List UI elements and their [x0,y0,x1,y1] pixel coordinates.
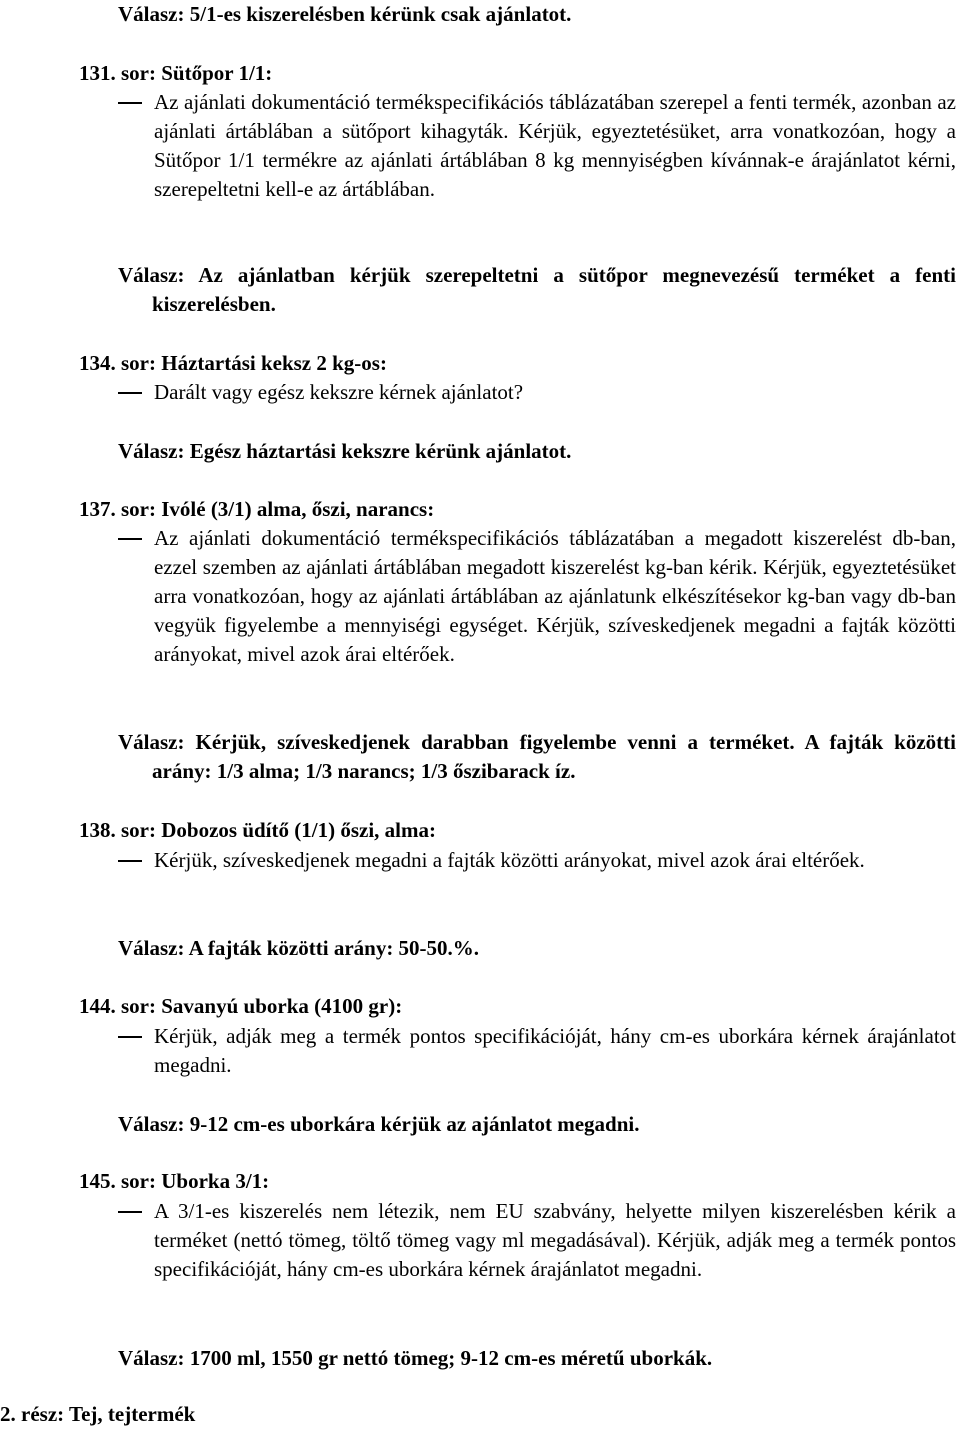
item-heading-145: 145. sor: Uborka 3/1: [79,1169,270,1193]
question-144 [118,1022,956,1080]
question-text-138: Kérjük, szíveskedjenek megadni a fajták közötti arányokat, mivel azok árai eltérőek. [154,848,865,872]
question-text-134: Darált vagy egész kekszre kérnek ajánlatot? [154,380,524,404]
question-145 [118,1197,956,1284]
question-text-131: Az ajánlati dokumentáció termékspecifikációs táblázatában szerepel a fenti termék, azonban az ajánlati ártáblában a sütőport kihagyták. Kérjük, egyeztetésüket, arra vonatkozóan, hogy a Sütőpor 1/1 termékre az ajánlati ártáblában 8 kg mennyiségben kívánnak-e árajánlatot kérni, szerepeltetni kell-e az ártáblában. [154,90,956,201]
question-text-137: Az ajánlati dokumentáció termékspecifikációs táblázatában a megadott kiszerelést db-ban, ezzel szemben az ajánlati ártáblában megadott kiszerelést kg-ban kérik. Kérjük, egyeztetésüket arra vonatkozóan, hogy az ajánlati ártáblában az ajánlatunk elkészítésekor kg-ban vagy db-ban vegyük figyelembe a mennyiségi egységet. Kérjük, szíveskedjenek megadni a fajták közötti arányokat, mivel azok árai eltérőek. [154,526,956,666]
question-131 [118,88,956,204]
dash-bullet [118,392,142,394]
question-text-144: Kérjük, adják meg a termék pontos specifikációját, hány cm-es uborkára kérnek árajánlatot megadni. [154,1024,956,1077]
question-text-145: A 3/1-es kiszerelés nem létezik, nem EU szabvány, helyette milyen kiszerelésben kérik a terméket (nettó tömeg, töltő tömeg vagy ml megadásával). Kérjük, adják meg a termék pontos specifikációját, hány cm-es uborkára kérnek árajánlatot megadni. [154,1199,956,1281]
item-heading-138: 138. sor: Dobozos üdítő (1/1) őszi, alma: [79,818,436,842]
answer-145: Válasz: 1700 ml, 1550 gr nettó tömeg; 9-12 cm-es méretű uborkák. [118,1346,713,1370]
item-heading-131: 131. sor: Sütőpor 1/1: [79,61,273,85]
question-137 [118,524,956,669]
answer-144: Válasz: 9-12 cm-es uborkára kérjük az ajánlatot megadni. [118,1112,640,1136]
item-heading-144: 144. sor: Savanyú uborka (4100 gr): [79,994,403,1018]
question-138 [118,846,956,875]
section-title: 2. rész: Tej, tejtermék [0,1402,196,1426]
answer-137: Válasz: Kérjük, szíveskedjenek darabban figyelembe venni a terméket. A fajták közötti arány: 1/3 alma; 1/3 narancs; 1/3 őszibarack íz. [118,730,956,783]
dash-bullet [118,860,142,862]
item-heading-134: 134. sor: Háztartási keksz 2 kg-os: [79,351,387,375]
answer-131: Válasz: Az ajánlatban kérjük szerepeltetni a sütőpor megnevezésű terméket a fenti kiszerelésben. [118,263,956,316]
dash-bullet [118,1211,142,1213]
dash-bullet [118,102,142,104]
answer-138: Válasz: A fajták közötti arány: 50-50.%. [118,936,480,960]
answer-134: Válasz: Egész háztartási kekszre kérünk ajánlatot. [118,439,572,463]
dash-bullet [118,538,142,540]
answer-top: Válasz: 5/1-es kiszerelésben kérünk csak ajánlatot. [118,2,572,26]
dash-bullet [118,1036,142,1038]
question-134 [118,378,956,407]
item-heading-137: 137. sor: Ivólé (3/1) alma, őszi, narancs: [79,497,435,521]
